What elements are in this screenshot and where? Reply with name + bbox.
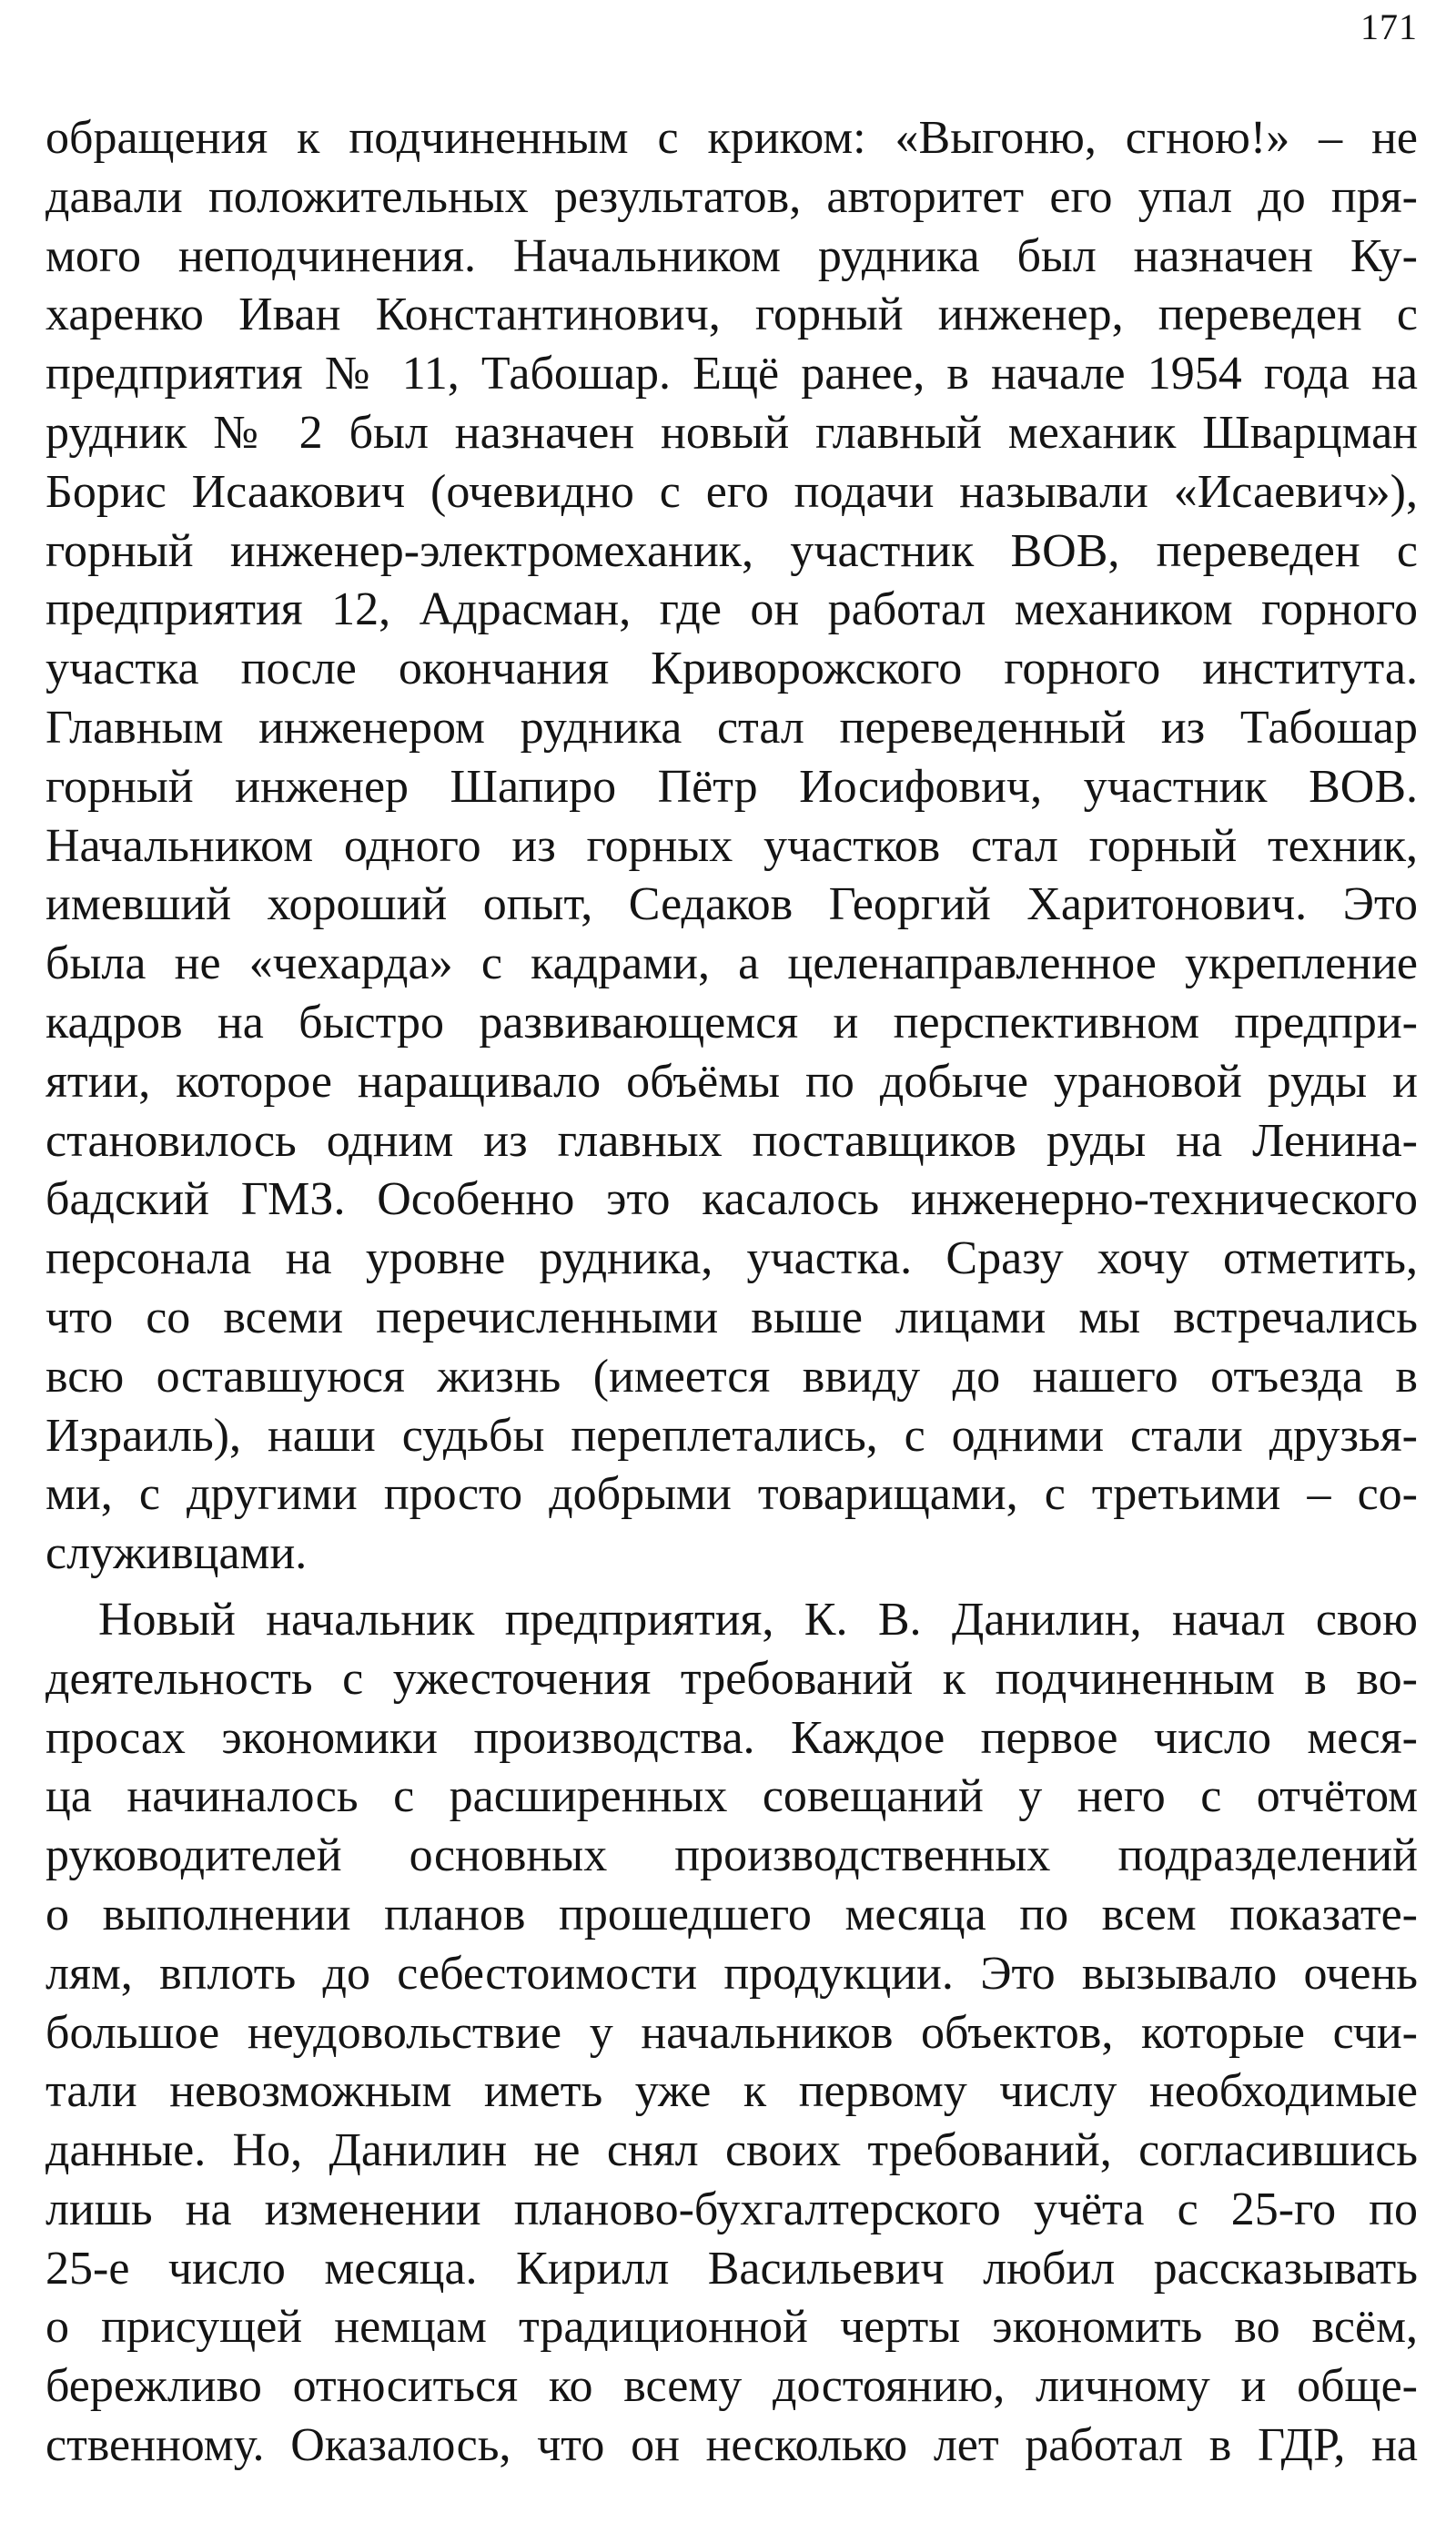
- text-line: деятельность с ужесточения требований к подчиненным в во-: [46, 1652, 1418, 1705]
- text-line: о присущей немцам традиционной черты экономить во всём,: [46, 2301, 1418, 2354]
- text-line: тали невозможным иметь уже к первому числу необходимые: [46, 2065, 1418, 2118]
- text-line: горный инженер-электромеханик, участник ВОВ, переведен с: [46, 524, 1418, 577]
- text-line: бадский ГМЗ. Особенно это касалось инженерно-технического: [46, 1173, 1418, 1226]
- text-line: персонала на уровне рудника, участка. Сразу хочу отметить,: [46, 1232, 1418, 1285]
- text-line: Начальником одного из горных участков стал горный техник,: [46, 819, 1418, 872]
- text-line: кадров на быстро развивающемся и перспективном предпри-: [46, 996, 1418, 1049]
- text-line: данные. Но, Данилин не снял своих требований, согласившись: [46, 2124, 1418, 2177]
- text-line: предприятия 12, Адрасман, где он работал механиком горного: [46, 583, 1418, 636]
- text-line: просах экономики производства. Каждое первое число меся-: [46, 1711, 1418, 1764]
- text-line: имевший хороший опыт, Седаков Георгий Харитонович. Это: [46, 878, 1418, 931]
- text-line: Израиль), наши судьбы переплетались, с одними стали друзья-: [46, 1409, 1418, 1462]
- text-line: Новый начальник предприятия, К. В. Данилин, начал свою: [98, 1593, 1418, 1646]
- text-line: о выполнении планов прошедшего месяца по всем показате-: [46, 1888, 1418, 1940]
- text-line: была не «чехарда» с кадрами, а целенаправленное укрепление: [46, 937, 1418, 990]
- text-line: участка после окончания Криворожского горного института.: [46, 643, 1418, 695]
- paragraph: [46, 1591, 1418, 2476]
- paragraph: [46, 109, 1418, 1584]
- paragraph-gap: [46, 1584, 1418, 1591]
- text-line: рудник № 2 был назначен новый главный механик Шварцман: [46, 406, 1418, 459]
- text-line: обращения к подчиненным с криком: «Выгоню, сгною!» – не: [46, 112, 1418, 164]
- text-line: что со всеми перечисленными выше лицами мы встречались: [46, 1291, 1418, 1343]
- text-line: давали положительных результатов, авторитет его упал до пря-: [46, 170, 1418, 223]
- text-line: 25-е число месяца. Кирилл Васильевич любил рассказывать: [46, 2242, 1418, 2295]
- text-line: ми, с другими просто добрыми товарищами, с третьими – со-: [46, 1468, 1418, 1521]
- text-line: бережливо относиться ко всему достоянию, личному и обще-: [46, 2360, 1418, 2413]
- text-line: служивцами.: [46, 1527, 308, 1580]
- page-number: 171: [1360, 6, 1418, 47]
- text-line: харенко Иван Константинович, горный инженер, переведен с: [46, 289, 1418, 341]
- text-line: ца начиналось с расширенных совещаний у него с отчётом: [46, 1770, 1418, 1823]
- text-line: лям, вплоть до себестоимости продукции. Это вызывало очень: [46, 1947, 1418, 2000]
- text-line: Борис Исаакович (очевидно с его подачи называли «Исаевич»),: [46, 465, 1418, 518]
- text-line: горный инженер Шапиро Пётр Иосифович, участник ВОВ.: [46, 760, 1418, 813]
- text-line: становилось одним из главных поставщиков руды на Ленина-: [46, 1114, 1418, 1167]
- text-line: большое неудовольствие у начальников объектов, которые счи-: [46, 2006, 1418, 2059]
- text-line: мого неподчинения. Начальником рудника был назначен Ку-: [46, 229, 1418, 282]
- text-line: лишь на изменении планово-бухгалтерского учёта с 25-го по: [46, 2183, 1418, 2235]
- text-line: Главным инженером рудника стал переведенный из Табошар: [46, 701, 1418, 754]
- text-line: всю оставшуюся жизнь (имеется ввиду до нашего отъезда в: [46, 1350, 1418, 1403]
- text-line: ятии, которое наращивало объёмы по добыче урановой руды и: [46, 1055, 1418, 1108]
- text-line: руководителей основных производственных подразделений: [46, 1829, 1418, 1882]
- text-line: ственному. Оказалось, что он несколько лет работал в ГДР, на: [46, 2419, 1418, 2472]
- text-line: предприятия № 11, Табошар. Ещё ранее, в начале 1954 года на: [46, 348, 1418, 400]
- body-text: [46, 109, 1418, 2476]
